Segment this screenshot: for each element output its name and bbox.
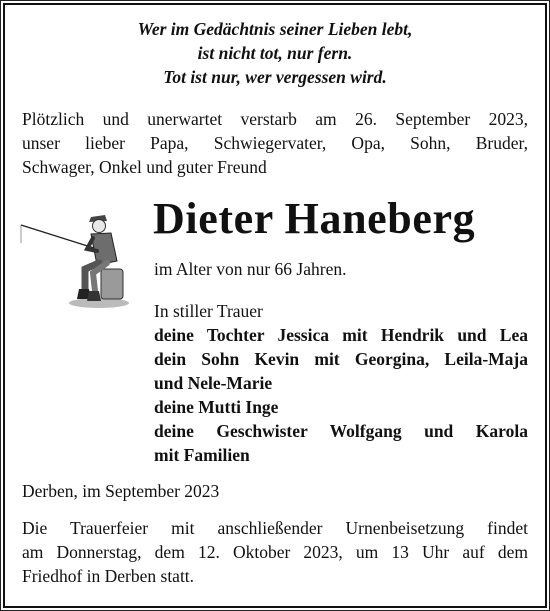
place-date: Derben, im September 2023 — [22, 481, 220, 501]
announcement-line: unser lieber Papa, Schwiegervater, Opa, Sohn, Bruder, — [22, 133, 528, 153]
funeral-service-info — [22, 516, 528, 588]
announcement-line: Plötzlich und unerwartet verstarb am 26. September 2023, — [22, 109, 528, 129]
mourner-line: deine Tochter Jessica mit Hendrik und Lea — [154, 325, 528, 345]
deceased-age: im Alter von nur 66 Jahren. — [154, 259, 347, 279]
death-announcement — [22, 107, 528, 179]
service-line: Die Trauerfeier mit anschließender Urnenbeisetzung findet — [22, 518, 528, 538]
mourner-line: deine Geschwister Wolfgang und Karola — [154, 421, 528, 441]
service-line: am Donnerstag, dem 12. Oktober 2023, um 13 Uhr auf dem — [22, 542, 528, 562]
mourner-line: deine Mutti Inge — [154, 397, 279, 417]
mourner-line: mit Familien — [154, 445, 250, 465]
mourner-line: dein Sohn Kevin mit Georgina, Leila-Maja — [154, 349, 528, 369]
poem-line: Wer im Gedächtnis seiner Lieben lebt, — [137, 19, 413, 39]
poem-line: Tot ist nur, wer vergessen wird. — [163, 67, 387, 87]
announcement-line: Schwager, Onkel und guter Freund — [22, 157, 267, 177]
service-line: Friedhof in Derben statt. — [22, 566, 195, 586]
fisherman-sitting-icon — [19, 211, 145, 311]
poem — [1, 17, 549, 89]
poem-line: ist nicht tot, nur fern. — [197, 43, 353, 63]
mourners-lead: In stiller Trauer — [154, 301, 263, 321]
deceased-name: Dieter Haneberg — [153, 194, 476, 243]
mourner-line: und Nele-Marie — [154, 373, 273, 393]
mourners-list — [154, 299, 528, 467]
